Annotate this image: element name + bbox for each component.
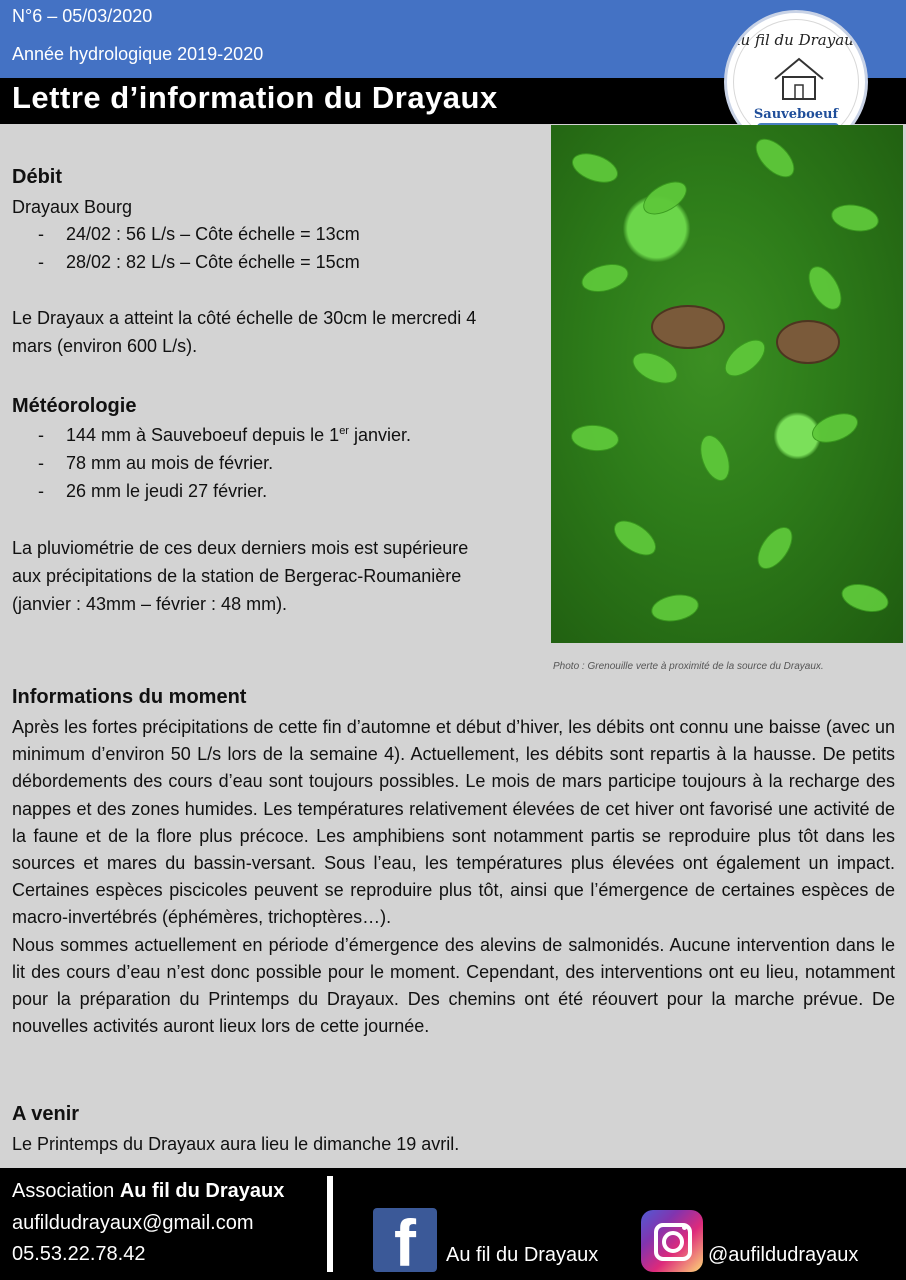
meteo-paragraph-line: aux précipitations de la station de Bergerac-Roumanière (12, 566, 462, 586)
leaf (568, 148, 622, 189)
leaf (570, 423, 620, 453)
leaf (838, 579, 891, 617)
heading-debit: Débit (12, 166, 62, 188)
debit-note-line: Le Drayaux a atteint la côté échelle de 30cm le mercredi 4 (12, 308, 477, 328)
photo-caption: Photo : Grenouille verte à proximité de la source du Drayaux. (553, 661, 824, 672)
debit-item: 28/02 : 82 L/s – Côte échelle = 15cm (66, 252, 360, 272)
issue-number: N°6 – 05/03/2020 (12, 6, 153, 26)
meteo-item: 78 mm au mois de février. (66, 453, 274, 473)
footer-divider (327, 1176, 333, 1272)
leaf (808, 408, 862, 449)
page-title: Lettre d’information du Drayaux (12, 80, 498, 115)
meteo-paragraph-line: (janvier : 43mm – février : 48 mm). (12, 594, 288, 614)
frog-photo (551, 125, 903, 643)
leaf (718, 333, 771, 384)
facebook-icon[interactable]: f (373, 1208, 437, 1272)
house-icon (771, 53, 827, 103)
instagram-label[interactable]: @aufildudrayaux (708, 1244, 859, 1266)
leaf (695, 431, 736, 485)
footer-association: Association Au fil du Drayaux (12, 1180, 285, 1202)
hydrological-year: Année hydrologique 2019-2020 (12, 44, 264, 64)
meteo-item: 144 mm à Sauveboeuf depuis le 1er janvier. (66, 425, 412, 445)
bullet-dash: - (38, 252, 44, 272)
leaf (751, 521, 800, 575)
heading-avenir: A venir (12, 1103, 80, 1125)
footer-email[interactable]: aufildudrayaux@gmail.com (12, 1212, 254, 1234)
bullet-dash: - (38, 425, 44, 445)
meteo-item: 26 mm le jeudi 27 février. (66, 481, 268, 501)
debit-site: Drayaux Bourg (12, 197, 133, 217)
debit-note-line: mars (environ 600 L/s). (12, 336, 198, 356)
leaf (638, 175, 693, 222)
logo-top-text: Au fil du Drayaux (729, 31, 863, 49)
bullet-dash: - (38, 453, 44, 473)
avenir-text: Le Printemps du Drayaux aura lieu le dimanche 19 avril. (12, 1134, 460, 1154)
leaf (802, 261, 849, 316)
heading-meteo: Météorologie (12, 395, 137, 417)
infos-paragraph-2: Nous sommes actuellement en période d’émergence des alevins de salmonidés. Aucune intervention dans le lit des cours d’eau n’est donc possible pour le moment. Cependant, des interventions ont eu lieu, notamment pour la préparation du Printemps du Drayaux. Des chemins ont été réouvert pour la marche prévue. De nouvelles activités auront lieux lors de cette journée. (12, 934, 895, 1037)
infos-paragraph (12, 714, 895, 1040)
leaf (578, 259, 631, 297)
leaf (608, 514, 662, 563)
leaf (749, 132, 801, 184)
facebook-label[interactable]: Au fil du Drayaux (446, 1244, 599, 1266)
frog (651, 305, 725, 349)
leaf (829, 201, 881, 235)
bullet-dash: - (38, 481, 44, 501)
heading-infos: Informations du moment (12, 686, 247, 708)
logo-bottom-text: Sauveboeuf (753, 107, 839, 122)
bullet-dash: - (38, 224, 44, 244)
leaf (649, 591, 701, 625)
debit-item: 24/02 : 56 L/s – Côte échelle = 13cm (66, 224, 360, 244)
meteo-paragraph-line: La pluviométrie de ces deux derniers mois est supérieure (12, 538, 469, 558)
footer-phone[interactable]: 05.53.22.78.42 (12, 1243, 146, 1265)
instagram-icon[interactable] (641, 1210, 703, 1272)
frog (776, 320, 840, 364)
infos-paragraph-1: Après les fortes précipitations de cette fin d’automne et début d’hiver, les débits ont connu une baisse (avec un minimum d’environ 50 L/s lors de la semaine 4). Actuellement, les débits sont repartis à la hausse. De petits débordements des cours d’eau sont toujours possibles. Le mois de mars participe toujours à la recharge des nappes et des zones humides. Les températures relativement élevées de cet hiver ont favorisé une activité de la faune et de la flore plus précoce. Les amphibiens sont notamment partis se reproduire plus tôt dans les sources et mares du bassin-versant. Sous l’eau, les températures plus élevées ont également un impact. Certaines espèces piscicoles peuvent se reproduire plus tôt, ainsi que l’émergence de certaines espèces de macro-invertébrés (éphémères, trichoptères…). (12, 717, 895, 928)
leaf (628, 346, 682, 390)
